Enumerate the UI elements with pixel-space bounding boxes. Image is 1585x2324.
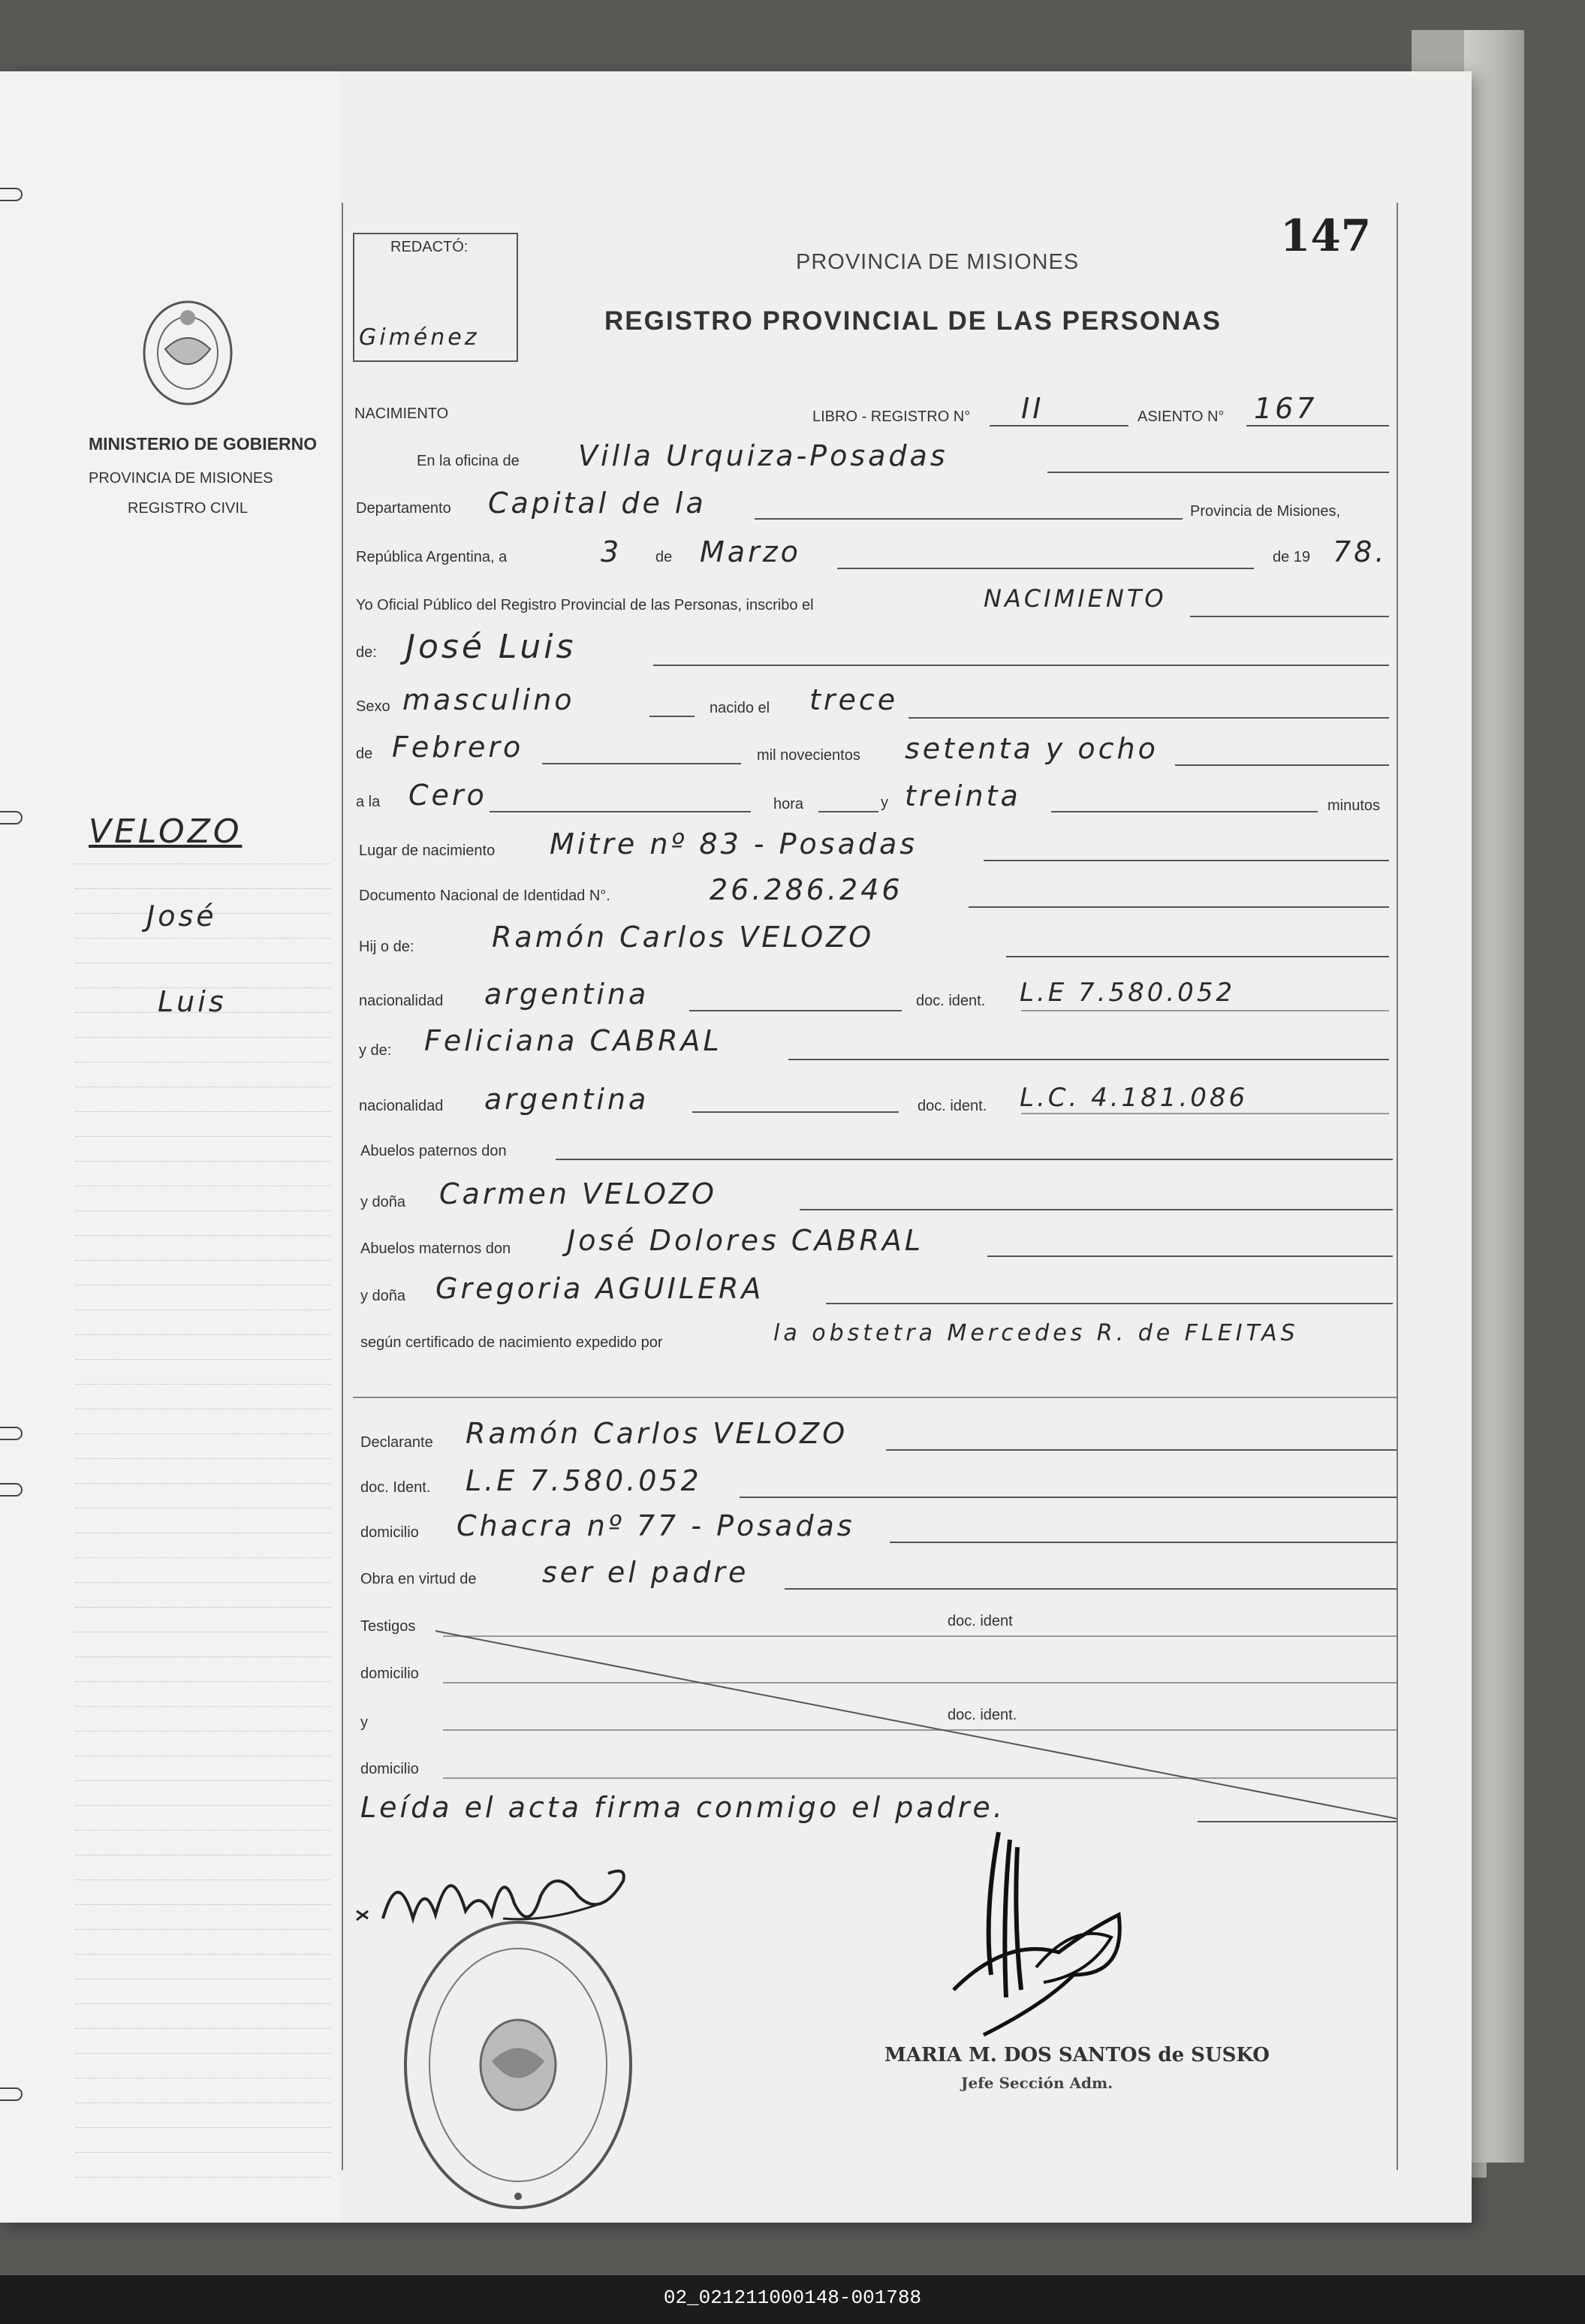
declarante-label: Declarante [360, 1434, 433, 1451]
margin-rule-line [75, 2102, 330, 2103]
province-title: PROVINCIA DE MISIONES [796, 250, 1080, 274]
libro-label: LIBRO - REGISTRO N° [812, 408, 971, 425]
underline [990, 425, 1128, 427]
margin-rule-line [75, 1235, 330, 1236]
coat-of-arms-icon [135, 297, 240, 409]
fecha-mes: Marzo [700, 535, 801, 568]
republica-label: República Argentina, a [356, 549, 508, 565]
margin-rule-line [75, 1210, 330, 1211]
margin-rule-line [75, 1458, 330, 1459]
margin-rule-line [75, 1260, 330, 1261]
underline [1021, 1010, 1389, 1011]
binding-ring [0, 2087, 23, 2101]
margin-rule-line [75, 1433, 330, 1434]
cert-label: según certificado de nacimiento expedido por [360, 1334, 663, 1351]
margin-rule-line [75, 1706, 330, 1707]
obra-value: ser el padre [542, 1556, 749, 1589]
testigos-label: Testigos [360, 1618, 416, 1635]
margin-rule-line [75, 1879, 330, 1880]
acto-value: NACIMIENTO [984, 584, 1167, 613]
underline [788, 1059, 1389, 1060]
declarante-value: Ramón Carlos VELOZO [466, 1417, 848, 1450]
underline [490, 811, 751, 812]
frame-right-border [1397, 203, 1398, 2170]
underline [886, 1449, 1397, 1451]
libro-value: II [1021, 392, 1044, 425]
civil-registry-label: REGISTRO CIVIL [128, 500, 249, 517]
binding-ring [0, 1427, 23, 1440]
hijo-label: Hij o de: [359, 939, 414, 955]
margin-rule-line [75, 1334, 330, 1335]
ministry-label: MINISTERIO DE GOBIERNO [89, 434, 318, 454]
margin-rule-line [75, 938, 330, 939]
margin-rule-line [75, 1483, 330, 1484]
margin-rule-line [75, 1359, 330, 1360]
binding-ring [0, 1483, 23, 1497]
domicilio2-label: domicilio [360, 1665, 419, 1682]
lugar-label: Lugar de nacimiento [359, 842, 496, 859]
madre-doc-label: doc. ident. [918, 1098, 987, 1114]
underline [1246, 425, 1389, 427]
fecha-dia: 3 [601, 535, 622, 568]
oficina-label: En la oficina de [417, 453, 520, 469]
lugar-value: Mitre nº 83 - Posadas [550, 827, 918, 861]
provincia-suffix: Provincia de Misiones, [1190, 503, 1341, 520]
underline [818, 811, 878, 812]
underline [1051, 811, 1318, 812]
underline [1021, 1113, 1389, 1114]
underline [649, 716, 695, 717]
underline [1175, 764, 1389, 766]
section-divider [353, 1397, 1397, 1398]
nacimiento-label: NACIMIENTO [354, 405, 449, 422]
abm-dona-value: Gregoria AGUILERA [435, 1272, 764, 1305]
abm-dona-label: y doña [360, 1288, 406, 1304]
asiento-value: 167 [1254, 392, 1318, 425]
madre-nac-label: nacionalidad [359, 1098, 444, 1114]
underline [740, 1497, 1397, 1498]
frame-left-border [342, 203, 343, 2170]
underline [692, 1111, 899, 1113]
underline [837, 568, 1254, 569]
testigo1-doc-label: doc. ident [948, 1613, 1013, 1629]
obra-label: Obra en virtud de [360, 1571, 477, 1587]
dni-value: 26.286.246 [710, 873, 903, 906]
redacto-label: REDACTÓ: [390, 239, 469, 255]
declarante-doc-value: L.E 7.580.052 [466, 1464, 702, 1497]
margin-rule-line [75, 1731, 330, 1732]
sexo-label: Sexo [356, 698, 390, 715]
margin-rule-line [75, 1285, 330, 1286]
underline [785, 1588, 1397, 1590]
margin-rule-line [75, 1111, 330, 1112]
redacto-value: Giménez [359, 324, 480, 351]
fecha-anio: 78. [1333, 535, 1388, 568]
de-label: de: [356, 644, 377, 661]
margin-rule-line [75, 1954, 330, 1955]
margin-rule-line [75, 1681, 330, 1682]
binding-ring [0, 188, 23, 201]
hora-value: Cero [408, 779, 487, 812]
underline [1047, 472, 1389, 473]
margin-rule-line [75, 1656, 330, 1657]
minutos-value: treinta [905, 779, 1021, 812]
official-name: MARIA M. DOS SANTOS de SUSKO [884, 2044, 1270, 2066]
minutos-label: minutos [1327, 797, 1381, 814]
margin-rule-line [75, 2053, 330, 2054]
nacido-mes: Febrero [392, 731, 524, 764]
margin-rule-line [75, 2152, 330, 2153]
abm-don-value: José Dolores CABRAL [567, 1224, 924, 1257]
abp-dona-label: y doña [360, 1194, 406, 1210]
yde-label: y de: [359, 1042, 392, 1059]
underline [987, 1255, 1393, 1257]
underline [890, 1542, 1397, 1543]
sexo-value: masculino [402, 683, 575, 716]
oficial-text: Yo Oficial Público del Registro Provincial de las Personas, inscribo el [356, 597, 814, 613]
underline [556, 1159, 1393, 1160]
official-signature [939, 1825, 1149, 2050]
page-stack-edge [1464, 30, 1524, 2163]
departamento-label: Departamento [356, 500, 451, 517]
margin-rule-line [75, 1582, 330, 1583]
underline [909, 717, 1389, 719]
cert-value: la obstetra Mercedes R. de FLEITAS [773, 1320, 1299, 1346]
underline [689, 1010, 902, 1011]
underline [653, 665, 1389, 666]
margin-rule-line [75, 1607, 330, 1608]
nacido-dia: trece [809, 683, 899, 716]
domicilio-label: domicilio [360, 1524, 419, 1541]
nombre-value: José Luis [405, 628, 577, 666]
nacido-label: nacido el [710, 700, 770, 716]
margin-rule-line [75, 888, 330, 889]
padre-doc-label: doc. ident. [916, 993, 986, 1009]
padre-nac-value: argentina [484, 978, 649, 1011]
fecha-de-label: de [655, 549, 673, 565]
padre-value: Ramón Carlos VELOZO [492, 921, 875, 954]
margin-rule-line [75, 1384, 330, 1385]
abm-label: Abuelos maternos don [360, 1240, 511, 1257]
margin-rule-line [75, 1904, 330, 1905]
mil-label: mil novecientos [757, 747, 860, 764]
oficina-value: Villa Urquiza-Posadas [578, 439, 948, 472]
underline [826, 1303, 1393, 1304]
underline [984, 860, 1389, 861]
margin-name-1: José [146, 900, 217, 933]
margin-surname: VELOZO [89, 812, 243, 851]
padre-nac-label: nacionalidad [359, 993, 444, 1009]
madre-value: Feliciana CABRAL [424, 1024, 722, 1057]
underline [1190, 616, 1389, 617]
underline [542, 763, 741, 764]
margin-rule-line [75, 1557, 330, 1558]
margin-rule-line [75, 2127, 330, 2128]
closing-statement: Leída el acta firma conmigo el padre. [360, 1791, 1005, 1824]
margin-rule-line [75, 1830, 330, 1831]
binding-ring [0, 811, 23, 824]
de2-label: de [356, 746, 373, 762]
margin-rule-line [75, 1508, 330, 1509]
asiento-label: ASIENTO N° [1138, 408, 1225, 425]
y-label: y [881, 794, 888, 811]
margin-rule-line [75, 1805, 330, 1806]
province-label: PROVINCIA DE MISIONES [89, 470, 273, 487]
domicilio3-label: domicilio [360, 1761, 419, 1777]
docident-label: doc. Ident. [360, 1479, 431, 1496]
registry-title: REGISTRO PROVINCIAL DE LAS PERSONAS [604, 306, 1222, 336]
nacido-anio: setenta y ocho [905, 732, 1159, 765]
official-role: Jefe Sección Adm. [961, 2074, 1113, 2092]
domicilio-value: Chacra nº 77 - Posadas [457, 1509, 855, 1542]
margin-rule-line [75, 2003, 330, 2004]
margin-rule-line [75, 2028, 330, 2029]
madre-nac-value: argentina [484, 1083, 649, 1116]
dni-label: Documento Nacional de Identidad N°. [359, 888, 610, 904]
underline [800, 1209, 1393, 1210]
madre-doc-value: L.C. 4.181.086 [1020, 1083, 1249, 1113]
underline [1198, 1821, 1397, 1822]
hora-label: hora [773, 796, 804, 812]
underline [969, 906, 1389, 908]
margin-rule-line [75, 1136, 330, 1137]
underline [1006, 956, 1389, 957]
registry-seal-stamp [398, 1915, 638, 2215]
margin-name-2: Luis [158, 985, 227, 1018]
anio-label: de 19 [1273, 549, 1311, 565]
margin-rule-line [75, 2177, 330, 2178]
page-number: 147 [1280, 210, 1372, 261]
margin-rule-line [75, 1161, 330, 1162]
margin-rule-line [75, 1062, 330, 1063]
margin-rule-line [75, 1037, 330, 1038]
abp-label: Abuelos paternos don [360, 1143, 507, 1159]
ala-label: a la [356, 794, 381, 810]
padre-doc-value: L.E 7.580.052 [1020, 978, 1236, 1008]
abp-dona-value: Carmen VELOZO [439, 1177, 717, 1210]
departamento-value: Capital de la [488, 487, 707, 520]
margin-rule-line [75, 1929, 330, 1930]
testigo2-doc-label: doc. ident. [948, 1707, 1017, 1723]
image-caption: 02_021211000148-001788 [663, 2286, 922, 2309]
margin-rule-line [75, 1780, 330, 1781]
y2-label: y [360, 1714, 368, 1731]
underline [755, 518, 1183, 520]
